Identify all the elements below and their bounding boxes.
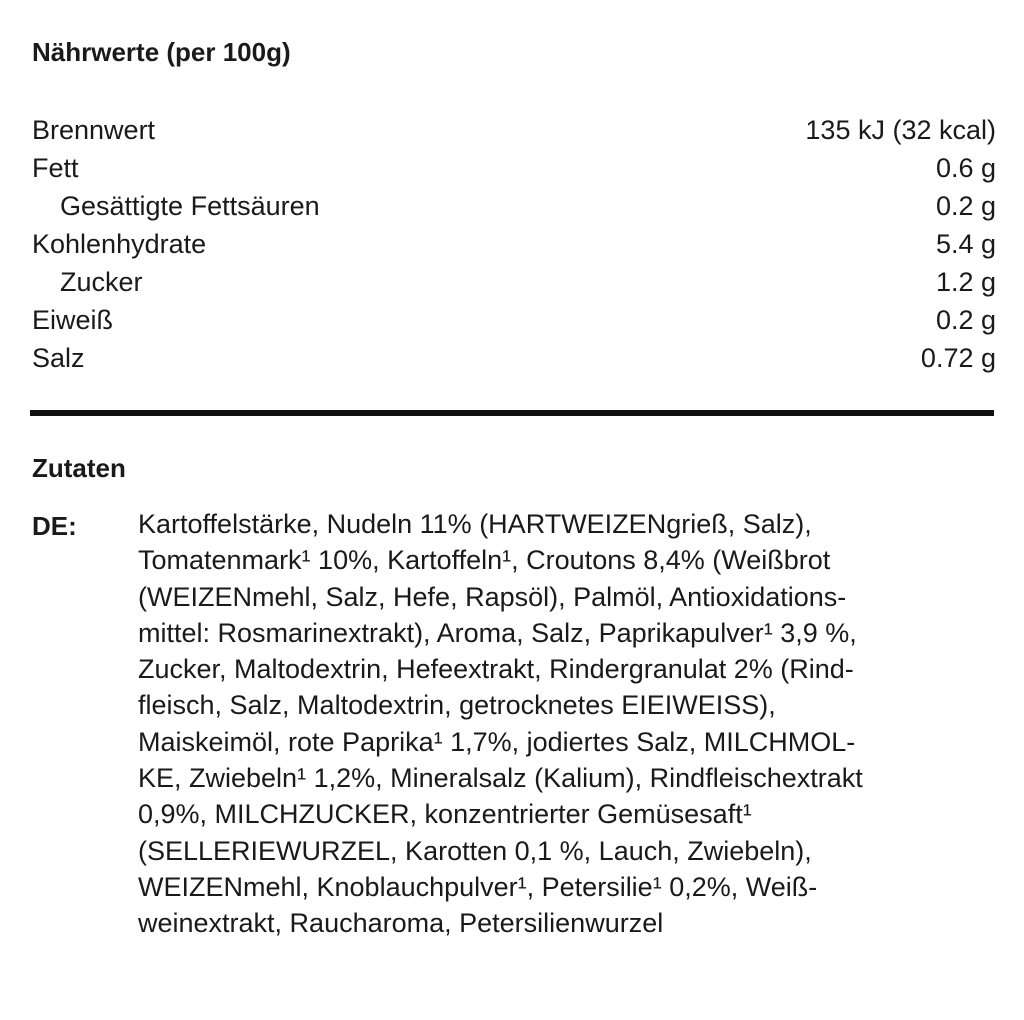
nutrition-label: Brennwert <box>32 115 156 145</box>
ingredients-line: KE, Zwiebeln¹ 1,2%, Mineralsalz (Kalium), Rindfleischextrakt <box>138 763 863 794</box>
nutrition-row-energy <box>32 111 996 149</box>
nutrition-table <box>32 111 996 377</box>
nutrition-label: Gesättigte Fettsäuren <box>60 191 320 221</box>
ingredients-line: (SELLERIEWURZEL, Karotten 0,1 %, Lauch, Zwiebeln), <box>138 835 812 866</box>
nutrition-value: 0.6 g <box>935 153 996 183</box>
nutrition-value: 1.2 g <box>935 267 996 297</box>
ingredients-line: weinextrakt, Raucharoma, Petersilienwurzel <box>138 908 664 939</box>
ingredients-line: (WEIZENmehl, Salz, Hefe, Rapsöl), Palmöl, Antioxidations- <box>138 581 847 612</box>
section-divider <box>30 410 994 416</box>
nutrition-label: Fett <box>32 153 79 183</box>
ingredients-line: mittel: Rosmarinextrakt), Aroma, Salz, Paprikapulver¹ 3,9 %, <box>138 617 857 648</box>
nutrition-value: 0.2 g <box>935 191 996 221</box>
nutrition-row-saturated-fat <box>32 187 996 225</box>
nutrition-heading: Nährwerte (per 100g) <box>32 37 291 67</box>
nutrition-row-salt <box>32 339 996 377</box>
nutrition-value: 0.72 g <box>920 343 996 373</box>
nutrition-row-protein <box>32 301 996 339</box>
nutrition-row-fat <box>32 149 996 187</box>
ingredients-heading: Zutaten <box>32 453 126 483</box>
ingredients-line: Tomatenmark¹ 10%, Kartoffeln¹, Croutons 8,4% (Weißbrot <box>138 545 831 576</box>
ingredients-line: Zucker, Maltodextrin, Hefeextrakt, Rindergranulat 2% (Rind- <box>138 654 854 685</box>
language-label: DE: <box>32 511 77 541</box>
ingredients-line: fleisch, Salz, Maltodextrin, getrocknetes EIEIWEISS), <box>138 690 776 721</box>
nutrition-value: 5.4 g <box>935 229 996 259</box>
nutrition-value: 0.2 g <box>935 305 996 335</box>
nutrition-row-sugar <box>32 263 996 301</box>
nutrition-label: Zucker <box>60 267 143 297</box>
ingredients-line: Maiskeimöl, rote Paprika¹ 1,7%, jodiertes Salz, MILCHMOL- <box>138 726 856 757</box>
nutrition-label: Salz <box>32 343 85 373</box>
ingredients-line: Kartoffelstärke, Nudeln 11% (HARTWEIZENgrieß, Salz), <box>138 509 812 539</box>
nutrition-label: Eiweiß <box>32 305 114 335</box>
nutrition-value: 135 kJ (32 kcal) <box>805 115 996 145</box>
nutrition-row-carbohydrates <box>32 225 996 263</box>
ingredients-line: 0,9%, MILCHZUCKER, konzentrierter Gemüsesaft¹ <box>138 799 752 830</box>
nutrition-label: Kohlenhydrate <box>32 229 207 259</box>
ingredients-line: WEIZENmehl, Knoblauchpulver¹, Petersilie¹ 0,2%, Weiß- <box>138 871 818 902</box>
ingredients-text <box>138 506 1008 942</box>
